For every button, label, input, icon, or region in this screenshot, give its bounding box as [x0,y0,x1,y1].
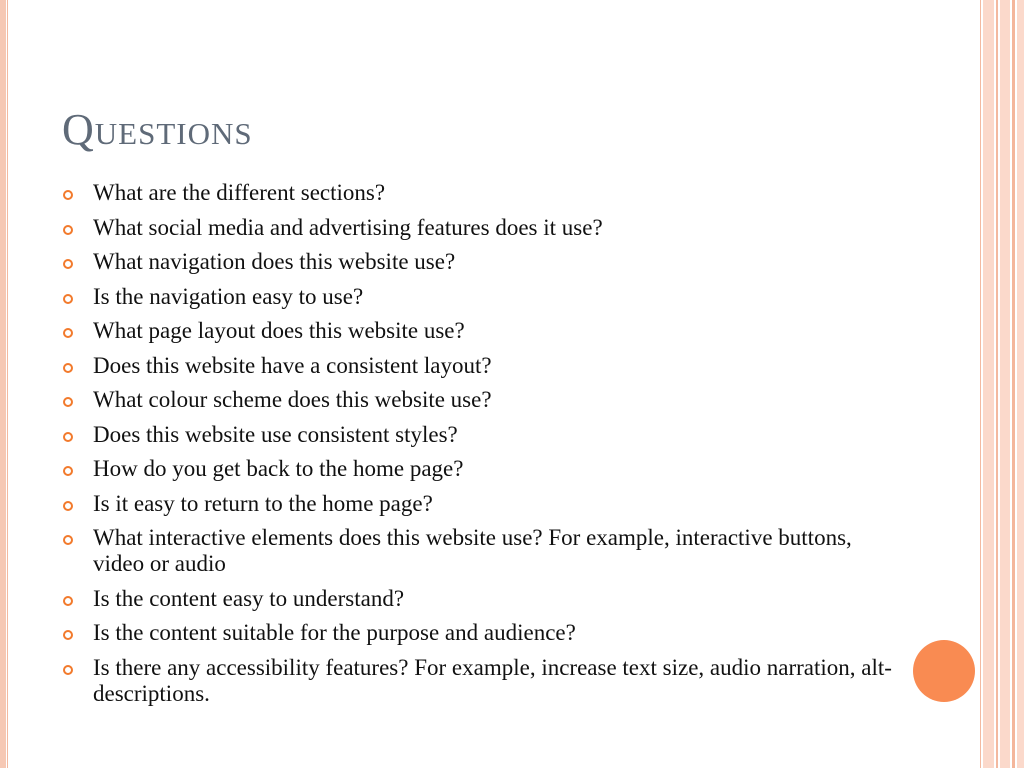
bullet-ring-icon [63,432,73,442]
list-item-text: What are the different sections? [93,180,386,205]
list-item [62,284,902,310]
list-item [62,456,902,482]
list-item-text: How do you get back to the home page? [93,456,464,481]
list-item-text: Is the content suitable for the purpose and audience? [93,620,576,645]
list-item-text: What page layout does this website use? [93,318,465,343]
list-item [62,491,902,517]
bullet-ring-icon [63,665,73,675]
list-item [62,655,902,707]
list-item-text: Does this website have a consistent layout? [93,352,492,378]
bullet-ring-icon [63,535,73,545]
bullet-ring-icon [63,363,73,373]
right-stripe [980,0,981,768]
list-item [62,215,902,241]
bullet-ring-icon [63,466,73,476]
right-stripe-decoration [980,0,1024,768]
right-stripe [1017,0,1024,768]
slide-title: Questions [62,105,253,154]
list-item-text: What navigation does this website use? [93,249,456,274]
list-item [62,387,902,413]
list-item-text: What interactive elements does this website use? For example, interactive buttons, video or audio [93,525,852,576]
list-item-text: Is the navigation easy to use? [93,283,364,309]
bullet-ring-icon [63,630,73,640]
bullet-ring-icon [63,259,73,269]
bullet-ring-icon [63,501,73,511]
list-item-text: What colour scheme does this website use? [93,387,492,412]
left-border-decoration [0,0,6,768]
list-item-text: Does this website use consistent styles? [93,421,458,447]
list-item-text: What social media and advertising features does it use? [93,214,603,240]
right-stripe [983,0,994,768]
list-item [62,422,902,448]
list-item [62,180,902,206]
right-stripe [1012,0,1015,768]
list-item [62,353,902,379]
bullet-ring-icon [63,225,73,235]
list-item [62,586,902,612]
right-stripe [996,0,998,768]
list-item [62,525,902,577]
list-item [62,318,902,344]
bullet-ring-icon [63,596,73,606]
list-item-text: Is the content easy to understand? [93,585,405,611]
list-item [62,620,902,646]
orange-circle-decoration [913,640,975,702]
left-border-line [7,0,8,768]
right-stripe [1000,0,1010,768]
bullet-ring-icon [63,397,73,407]
list-item-text: Is there any accessibility features? For example, increase text size, audio narration, alt-descriptions. [93,654,892,706]
list-item-text: Is it easy to return to the home page? [93,490,433,516]
bullet-ring-icon [63,328,73,338]
question-list [62,180,902,715]
list-item [62,249,902,275]
bullet-ring-icon [63,294,73,304]
bullet-ring-icon [63,190,73,200]
